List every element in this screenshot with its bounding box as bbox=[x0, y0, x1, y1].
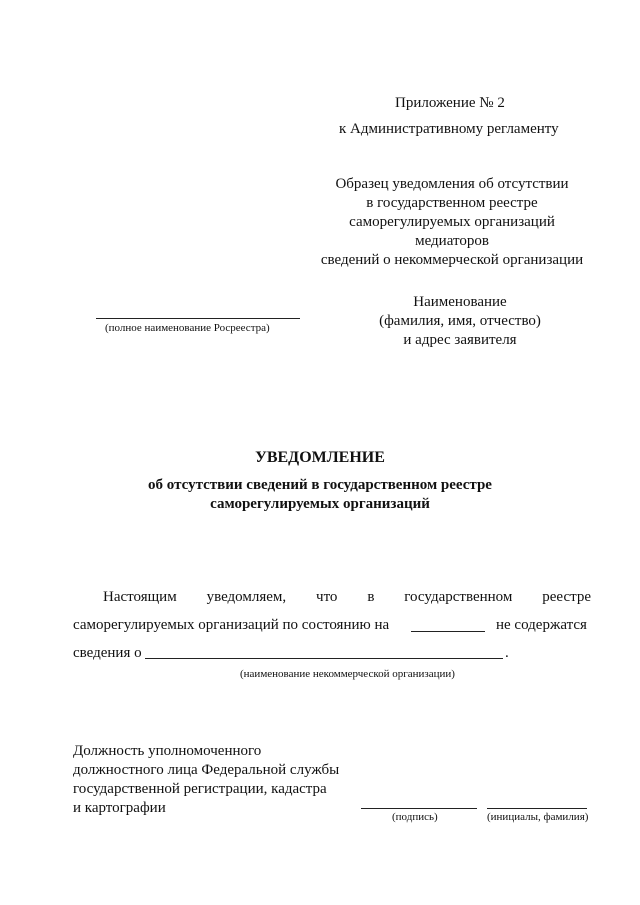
signature-blank bbox=[361, 808, 477, 809]
initials-blank bbox=[487, 808, 587, 809]
sample-title-line: в государственном реестре bbox=[366, 195, 538, 211]
applicant-block bbox=[360, 293, 560, 350]
sample-title-line: саморегулируемых организаций bbox=[349, 214, 555, 230]
notice-subheading-line: саморегулируемых организаций bbox=[210, 496, 430, 512]
notice-subheading bbox=[0, 476, 640, 514]
issuer-name-blank bbox=[96, 318, 300, 319]
organization-blank bbox=[145, 658, 503, 659]
appendix-reference: к Административному регламенту bbox=[339, 121, 559, 137]
sample-title-line: сведений о некоммерческой организации bbox=[320, 252, 584, 268]
body-word: в bbox=[367, 589, 375, 605]
body-line-3-prefix: сведения о bbox=[73, 645, 142, 661]
notice-subheading-line: об отсутствии сведений в государственном реестре bbox=[148, 477, 492, 493]
issuer-caption: (полное наименование Росреестра) bbox=[105, 322, 270, 334]
body-line-3-suffix: . bbox=[505, 645, 509, 661]
signatory-line: государственной регистрации, кадастра bbox=[73, 781, 327, 797]
signatory-line: Должность уполномоченного bbox=[73, 743, 262, 759]
notice-heading: УВЕДОМЛЕНИЕ bbox=[255, 449, 385, 466]
body-word: реестре bbox=[542, 589, 591, 605]
body-line-2-suffix: не содержатся bbox=[496, 617, 587, 633]
organization-caption: (наименование некоммерческой организации) bbox=[240, 668, 455, 680]
signatory-line: и картографии bbox=[73, 800, 166, 816]
applicant-line: Наименование bbox=[413, 294, 507, 310]
signatory-position bbox=[73, 742, 339, 818]
date-blank bbox=[411, 631, 485, 632]
applicant-line: (фамилия, имя, отчество) bbox=[379, 313, 541, 329]
sample-title bbox=[300, 175, 604, 270]
body-line-1 bbox=[103, 589, 591, 606]
appendix-number: Приложение № 2 bbox=[395, 95, 505, 111]
sample-title-line: Образец уведомления об отсутствии bbox=[335, 176, 569, 192]
body-word: что bbox=[316, 589, 338, 605]
body-word: государственном bbox=[404, 589, 513, 605]
body-line-2-prefix: саморегулируемых организаций по состоянию на bbox=[73, 617, 390, 633]
applicant-line: и адрес заявителя bbox=[403, 332, 517, 348]
sample-title-line: медиаторов bbox=[415, 233, 489, 249]
initials-caption: (инициалы, фамилия) bbox=[487, 811, 589, 823]
signature-caption: (подпись) bbox=[392, 811, 438, 823]
body-word: Настоящим bbox=[103, 589, 177, 605]
signatory-line: должностного лица Федеральной службы bbox=[73, 762, 340, 778]
body-word: уведомляем, bbox=[206, 589, 287, 605]
